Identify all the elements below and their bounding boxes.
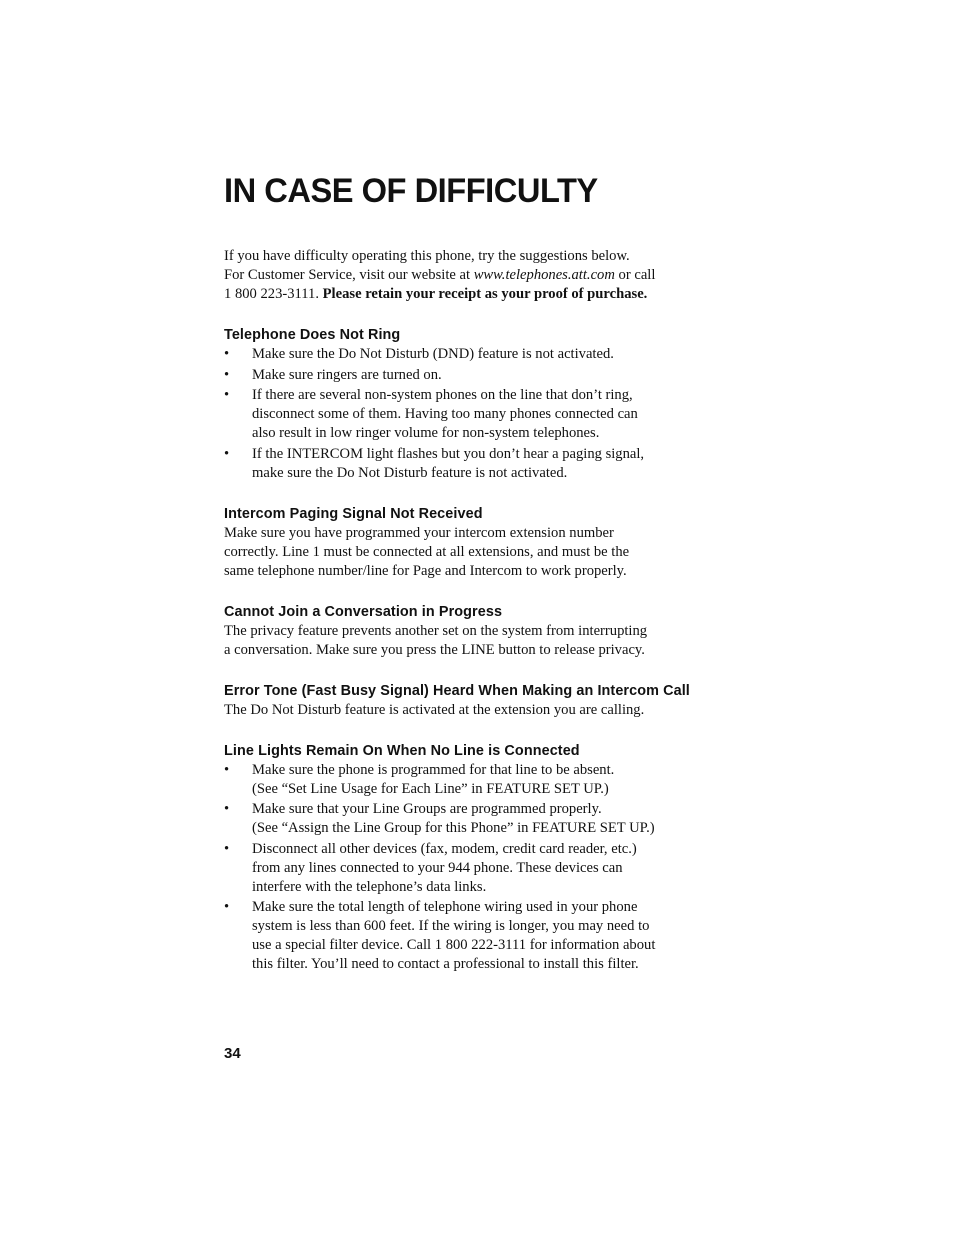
list-item-line: (See “Assign the Line Group for this Phone” in FEATURE SET UP.) — [252, 820, 655, 836]
section-heading: Telephone Does Not Ring — [224, 327, 401, 343]
list-item — [224, 761, 724, 799]
bullet-icon: • — [224, 840, 230, 857]
section-heading: Line Lights Remain On When No Line is Connected — [224, 742, 580, 759]
section — [224, 603, 724, 660]
section — [224, 505, 724, 581]
list-item-line: Make sure ringers are turned on. — [252, 366, 442, 383]
bullet-list — [224, 761, 724, 975]
list-item-line: If there are several non-system phones on the line that don’t ring, — [252, 387, 633, 403]
intro-text: 1 800 223-3111. — [224, 286, 323, 302]
section — [224, 326, 724, 483]
intro-paragraph — [224, 247, 724, 304]
bullet-icon: • — [224, 445, 230, 462]
section — [224, 682, 724, 720]
list-item-line: use a special filter device. Call 1 800 222-3111 for information about — [252, 937, 656, 953]
paragraph-line: same telephone number/line for Page and Intercom to work properly. — [224, 562, 627, 579]
paragraph-line: The Do Not Disturb feature is activated at the extension you are calling. — [224, 701, 645, 718]
section-heading: Error Tone (Fast Busy Signal) Heard When Making an Intercom Call — [224, 682, 690, 699]
section-paragraph — [224, 701, 724, 720]
list-item — [224, 800, 724, 838]
list-item-line: Make sure the total length of telephone wiring used in your phone — [252, 899, 638, 915]
list-item-line: from any lines connected to your 944 phone. These devices can — [252, 859, 623, 876]
section-heading: Cannot Join a Conversation in Progress — [224, 603, 503, 620]
paragraph-line: Make sure you have programmed your intercom extension number — [224, 524, 614, 541]
paragraph-line: The privacy feature prevents another set on the system from interrupting — [224, 622, 648, 639]
list-item-line: make sure the Do Not Disturb feature is not activated. — [252, 464, 568, 481]
list-item-line: If the INTERCOM light flashes but you don’t hear a paging signal, — [252, 445, 645, 462]
bullet-icon: • — [224, 761, 230, 778]
bullet-icon: • — [224, 366, 230, 383]
list-item-line: interfere with the telephone’s data links. — [252, 878, 487, 895]
bullet-list — [224, 345, 724, 483]
list-item-line: this filter. You’ll need to contact a professional to install this filter. — [252, 956, 639, 972]
list-item — [224, 445, 724, 483]
list-item-line: Make sure the Do Not Disturb (DND) feature is not activated. — [252, 346, 614, 362]
paragraph-line: correctly. Line 1 must be connected at all extensions, and must be the — [224, 543, 630, 560]
intro-line — [224, 285, 724, 304]
paragraph-line: a conversation. Make sure you press the LINE button to release privacy. — [224, 641, 645, 658]
page-content — [224, 170, 724, 976]
section-heading: Intercom Paging Signal Not Received — [224, 505, 483, 522]
intro-line: If you have difficulty operating this phone, try the suggestions below. — [224, 248, 630, 264]
list-item — [224, 366, 724, 385]
list-item — [224, 386, 724, 443]
receipt-notice: Please retain your receipt as your proof of purchase. — [322, 286, 648, 302]
intro-text: For Customer Service, visit our website at — [224, 267, 474, 283]
bullet-icon: • — [224, 899, 230, 915]
bullet-icon: • — [224, 346, 230, 362]
list-item-line: disconnect some of them. Having too many phones connected can — [252, 406, 638, 422]
section-paragraph — [224, 622, 724, 660]
list-item — [224, 345, 724, 364]
bullet-icon: • — [224, 387, 230, 403]
intro-line — [224, 266, 724, 285]
intro-text: or call — [614, 267, 656, 283]
website-link[interactable]: www.telephones.att.com — [473, 267, 615, 283]
troubleshooting-sections — [224, 326, 724, 974]
list-item-line: also result in low ringer volume for non-system telephones. — [252, 425, 600, 441]
section — [224, 742, 724, 975]
list-item-line: (See “Set Line Usage for Each Line” in FEATURE SET UP.) — [252, 780, 609, 797]
list-item — [224, 840, 724, 897]
section-paragraph — [224, 524, 724, 581]
page-number: 34 — [224, 1045, 241, 1062]
list-item-line: Make sure the phone is programmed for that line to be absent. — [252, 761, 615, 778]
list-item-line: system is less than 600 feet. If the wiring is longer, you may need to — [252, 918, 650, 934]
bullet-icon: • — [224, 801, 230, 817]
page-title: IN CASE OF DIFFICULTY — [224, 172, 598, 210]
list-item-line: Disconnect all other devices (fax, modem, credit card reader, etc.) — [252, 840, 637, 857]
list-item-line: Make sure that your Line Groups are programmed properly. — [252, 801, 602, 817]
list-item — [224, 898, 724, 974]
